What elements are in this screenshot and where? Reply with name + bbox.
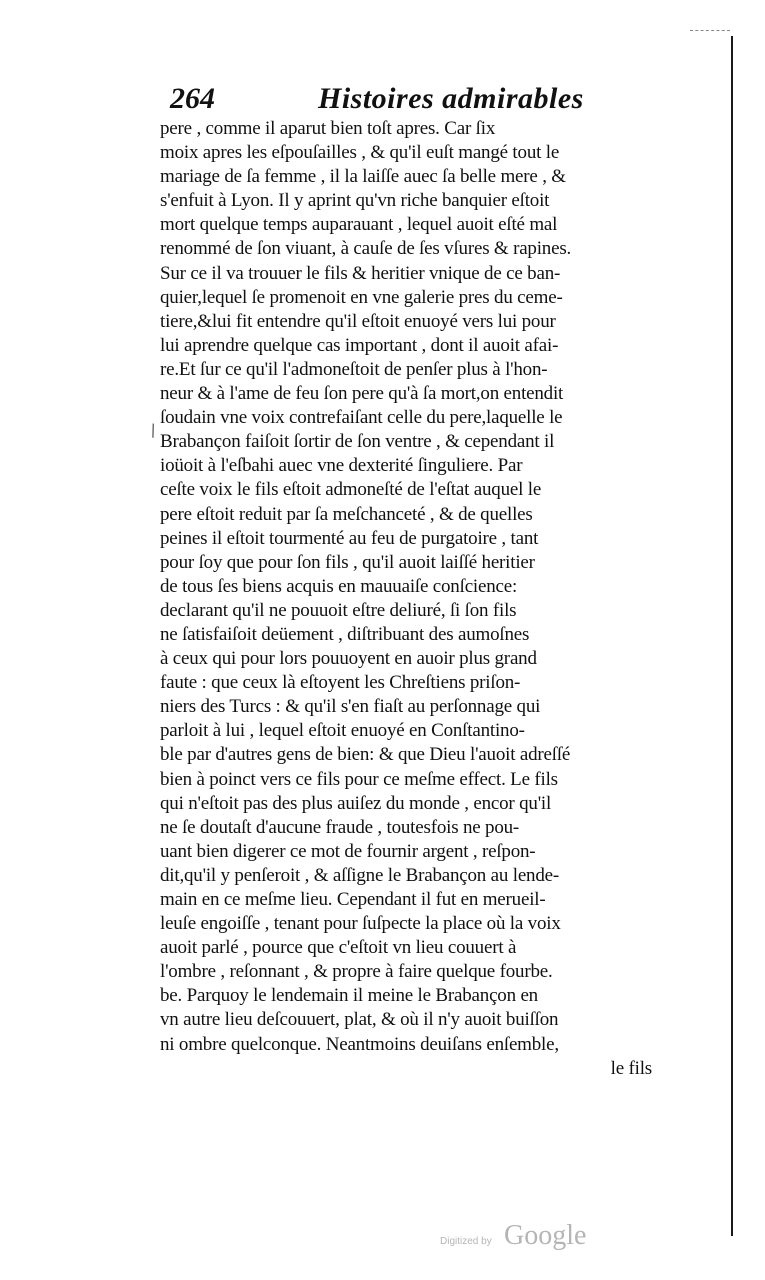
text-line: main en ce meſme lieu. Cependant il fut en merueil- <box>160 889 546 910</box>
text-line: ble par d'autres gens de bien: & que Dieu l'auoit adreſſé <box>160 744 571 766</box>
page-edge-line <box>731 36 733 1236</box>
text-line: à ceux qui pour lors pouuoyent en auoir plus grand <box>160 648 537 670</box>
text-line: ioüoit à l'eſbahi auec vne dexterité ſinguliere. Par <box>160 455 523 477</box>
text-line: auoit parlé , pource que c'eſtoit vn lieu couuert à <box>160 937 517 959</box>
margin-mark: \ <box>146 419 160 443</box>
text-line: ceſte voix le fils eſtoit admoneſté de l'eſtat auquel le <box>160 479 542 501</box>
text-line: lui aprendre quelque cas important , dont il auoit afai- <box>160 334 559 356</box>
text-line: mort quelque temps auparauant , lequel auoit eſté mal <box>160 214 558 236</box>
text-line: leuſe engoiſſe , tenant pour ſuſpecte la place où la voix <box>160 913 561 935</box>
text-line: niers des Turcs : & qu'il s'en fiaſt au perſonnage qui <box>160 696 541 718</box>
body-text <box>160 117 700 1081</box>
page-edge-dashes <box>690 30 730 33</box>
watermark-prefix: Digitized by <box>440 1236 492 1247</box>
text-line: peines il eſtoit tourmenté au feu de purgatoire , tant <box>160 527 539 549</box>
text-line: ne ſe doutaſt d'aucune fraude , toutesfois ne pou- <box>160 816 520 838</box>
text-line: uant bien digerer ce mot de fournir argent , reſpon- <box>160 840 536 862</box>
text-line: declarant qu'il ne pouuoit eſtre deliuré, ſi ſon fils <box>160 599 517 621</box>
digitized-watermark <box>440 1220 640 1260</box>
text-line: dit,qu'il y penſeroit , & aſſigne le Brabançon au lende- <box>160 864 560 886</box>
text-line: qui n'eſtoit pas des plus auiſez du monde , encor qu'il <box>160 792 552 814</box>
text-line: Brabançon faiſoit ſortir de ſon ventre , & cependant il <box>160 431 555 453</box>
catchword-line: le fils <box>610 1057 652 1079</box>
running-title: Histoires admirables <box>318 82 584 115</box>
text-line: l'ombre , reſonnant , & propre à faire quelque fourbe. <box>160 961 553 983</box>
text-line: renommé de ſon viuant, à cauſe de ſes vſures & rapines. <box>160 238 572 260</box>
text-line: ni ombre quelconque. Neantmoins deuiſans enſemble, <box>160 1033 559 1055</box>
text-line: pour ſoy que pour ſon fils , qu'il auoit laiſſé heritier <box>160 551 535 573</box>
page-number: 264 <box>170 82 215 115</box>
text-line: pere , comme il aparut bien toſt apres. Car ſix <box>160 118 496 139</box>
text-line: neur & à l'ame de feu ſon pere qu'à ſa mort,on entendit <box>160 383 564 405</box>
text-line: be. Parquoy le lendemain il meine le Brabançon en <box>160 985 538 1007</box>
text-line: re.Et ſur ce qu'il l'admoneſtoit de penſer plus à l'hon- <box>160 358 548 380</box>
page-header <box>170 80 670 120</box>
text-line: pere eſtoit reduit par ſa meſchanceté , & de quelles <box>160 503 533 525</box>
text-line: vn autre lieu deſcouuert, plat, & où il n'y auoit buiſſon <box>160 1009 559 1031</box>
text-line: bien à poinct vers ce fils pour ce meſme effect. Le fils <box>160 768 558 790</box>
text-line: ne ſatisfaiſoit deüement , diſtribuant des aumoſnes <box>160 623 530 645</box>
text-line: moix apres les eſpouſailles , & qu'il euſt mangé tout le <box>160 142 560 164</box>
text-line: mariage de ſa femme , il la laiſſe auec ſa belle mere , & <box>160 166 566 188</box>
text-line: quier,lequel ſe promenoit en vne galerie pres du ceme- <box>160 286 563 308</box>
text-line: s'enfuit à Lyon. Il y aprint qu'vn riche banquier eſtoit <box>160 190 550 212</box>
google-logo: Google <box>504 1220 587 1251</box>
text-line: ſoudain vne voix contrefaiſant celle du pere,laquelle le <box>160 407 563 429</box>
text-line: de tous ſes biens acquis en mauuaiſe conſcience: <box>160 575 518 597</box>
text-line: parloit à lui , lequel eſtoit enuoyé en Conſtantino- <box>160 720 525 742</box>
text-line: faute : que ceux là eſtoyent les Chreſtiens priſon- <box>160 672 521 694</box>
text-line: Sur ce il va trouuer le fils & heritier vnique de ce ban- <box>160 262 561 284</box>
text-line: tiere,&lui fit entendre qu'il eſtoit enuoyé vers lui pour <box>160 310 556 332</box>
